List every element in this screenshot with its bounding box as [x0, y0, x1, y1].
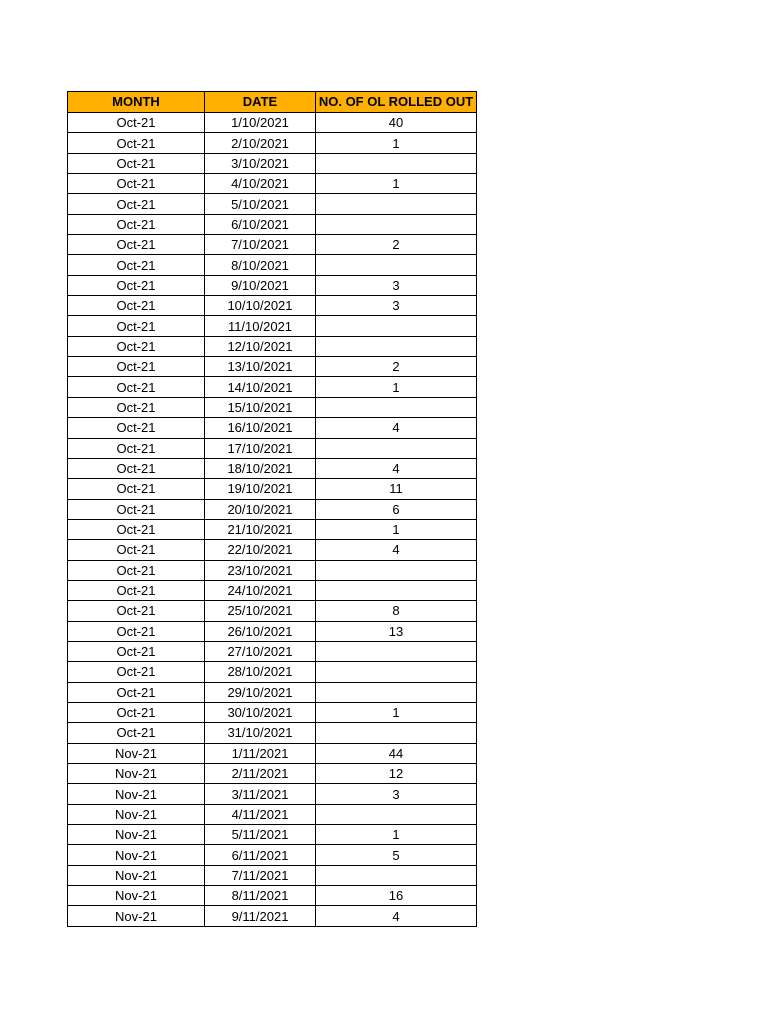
cell-month: Oct-21 [68, 662, 205, 682]
cell-date: 23/10/2021 [205, 560, 316, 580]
cell-month: Nov-21 [68, 865, 205, 885]
cell-date: 4/11/2021 [205, 804, 316, 824]
table-row [68, 214, 477, 234]
cell-ol-count: 4 [316, 458, 477, 478]
cell-month: Nov-21 [68, 784, 205, 804]
table-row [68, 906, 477, 926]
cell-month: Oct-21 [68, 641, 205, 661]
table-row [68, 174, 477, 194]
cell-date: 2/10/2021 [205, 133, 316, 153]
cell-date: 9/11/2021 [205, 906, 316, 926]
cell-month: Oct-21 [68, 133, 205, 153]
cell-ol-count: 4 [316, 906, 477, 926]
cell-month: Nov-21 [68, 886, 205, 906]
table-row [68, 540, 477, 560]
table-row [68, 560, 477, 580]
cell-date: 9/10/2021 [205, 275, 316, 295]
cell-month: Nov-21 [68, 764, 205, 784]
header-date: DATE [205, 92, 316, 113]
table-row [68, 702, 477, 722]
cell-month: Oct-21 [68, 194, 205, 214]
cell-month: Oct-21 [68, 316, 205, 336]
cell-date: 24/10/2021 [205, 580, 316, 600]
cell-date: 25/10/2021 [205, 601, 316, 621]
cell-ol-count: 40 [316, 113, 477, 133]
cell-date: 3/11/2021 [205, 784, 316, 804]
table-row [68, 621, 477, 641]
cell-ol-count: 1 [316, 519, 477, 539]
cell-date: 28/10/2021 [205, 662, 316, 682]
cell-date: 14/10/2021 [205, 377, 316, 397]
table-row [68, 723, 477, 743]
table-row [68, 886, 477, 906]
cell-ol-count: 4 [316, 418, 477, 438]
cell-month: Oct-21 [68, 621, 205, 641]
cell-ol-count [316, 255, 477, 275]
table-row [68, 316, 477, 336]
cell-month: Oct-21 [68, 174, 205, 194]
cell-date: 10/10/2021 [205, 296, 316, 316]
cell-month: Oct-21 [68, 499, 205, 519]
cell-date: 11/10/2021 [205, 316, 316, 336]
cell-ol-count [316, 641, 477, 661]
cell-date: 5/11/2021 [205, 825, 316, 845]
cell-ol-count: 6 [316, 499, 477, 519]
cell-ol-count [316, 316, 477, 336]
cell-month: Oct-21 [68, 296, 205, 316]
cell-date: 1/10/2021 [205, 113, 316, 133]
cell-ol-count [316, 336, 477, 356]
table-row [68, 641, 477, 661]
cell-month: Oct-21 [68, 723, 205, 743]
table-row [68, 133, 477, 153]
cell-month: Oct-21 [68, 479, 205, 499]
cell-date: 12/10/2021 [205, 336, 316, 356]
cell-ol-count [316, 723, 477, 743]
cell-month: Oct-21 [68, 357, 205, 377]
cell-ol-count: 1 [316, 133, 477, 153]
cell-month: Oct-21 [68, 560, 205, 580]
table-row [68, 682, 477, 702]
cell-date: 17/10/2021 [205, 438, 316, 458]
cell-month: Oct-21 [68, 235, 205, 255]
cell-month: Oct-21 [68, 418, 205, 438]
cell-month: Nov-21 [68, 845, 205, 865]
table-row [68, 845, 477, 865]
cell-date: 8/11/2021 [205, 886, 316, 906]
cell-date: 30/10/2021 [205, 702, 316, 722]
cell-month: Oct-21 [68, 682, 205, 702]
cell-date: 29/10/2021 [205, 682, 316, 702]
cell-month: Oct-21 [68, 255, 205, 275]
header-month: MONTH [68, 92, 205, 113]
cell-month: Nov-21 [68, 906, 205, 926]
table-row [68, 153, 477, 173]
header-ol-rolled-out: NO. OF OL ROLLED OUT [316, 92, 477, 113]
cell-month: Oct-21 [68, 113, 205, 133]
cell-month: Oct-21 [68, 275, 205, 295]
cell-date: 18/10/2021 [205, 458, 316, 478]
cell-month: Oct-21 [68, 519, 205, 539]
cell-date: 6/10/2021 [205, 214, 316, 234]
cell-ol-count: 1 [316, 702, 477, 722]
table-row [68, 580, 477, 600]
cell-ol-count: 2 [316, 357, 477, 377]
cell-month: Oct-21 [68, 377, 205, 397]
table-row [68, 662, 477, 682]
cell-ol-count [316, 214, 477, 234]
cell-date: 2/11/2021 [205, 764, 316, 784]
cell-ol-count: 5 [316, 845, 477, 865]
table-row [68, 357, 477, 377]
cell-month: Oct-21 [68, 153, 205, 173]
cell-date: 16/10/2021 [205, 418, 316, 438]
cell-date: 6/11/2021 [205, 845, 316, 865]
cell-date: 31/10/2021 [205, 723, 316, 743]
cell-date: 22/10/2021 [205, 540, 316, 560]
table-row [68, 479, 477, 499]
table-row [68, 377, 477, 397]
table-row [68, 764, 477, 784]
table-row [68, 743, 477, 763]
cell-date: 21/10/2021 [205, 519, 316, 539]
table-row [68, 296, 477, 316]
cell-month: Nov-21 [68, 743, 205, 763]
table-row [68, 336, 477, 356]
cell-date: 26/10/2021 [205, 621, 316, 641]
cell-date: 15/10/2021 [205, 397, 316, 417]
cell-ol-count: 1 [316, 174, 477, 194]
cell-ol-count: 4 [316, 540, 477, 560]
table-row [68, 601, 477, 621]
cell-ol-count: 3 [316, 296, 477, 316]
cell-ol-count [316, 804, 477, 824]
cell-ol-count: 13 [316, 621, 477, 641]
table-row [68, 418, 477, 438]
cell-date: 7/11/2021 [205, 865, 316, 885]
header-row [68, 92, 477, 113]
cell-month: Oct-21 [68, 540, 205, 560]
cell-month: Nov-21 [68, 804, 205, 824]
table-row [68, 865, 477, 885]
cell-ol-count: 16 [316, 886, 477, 906]
cell-ol-count: 12 [316, 764, 477, 784]
cell-month: Oct-21 [68, 438, 205, 458]
table-row [68, 499, 477, 519]
cell-ol-count [316, 560, 477, 580]
cell-ol-count [316, 662, 477, 682]
cell-month: Nov-21 [68, 825, 205, 845]
cell-ol-count: 44 [316, 743, 477, 763]
cell-month: Oct-21 [68, 397, 205, 417]
table-row [68, 235, 477, 255]
table-row [68, 255, 477, 275]
cell-month: Oct-21 [68, 601, 205, 621]
table-row [68, 275, 477, 295]
cell-month: Oct-21 [68, 214, 205, 234]
cell-date: 5/10/2021 [205, 194, 316, 214]
cell-ol-count: 1 [316, 377, 477, 397]
cell-ol-count: 11 [316, 479, 477, 499]
cell-ol-count: 8 [316, 601, 477, 621]
cell-date: 3/10/2021 [205, 153, 316, 173]
cell-date: 4/10/2021 [205, 174, 316, 194]
cell-date: 13/10/2021 [205, 357, 316, 377]
cell-month: Oct-21 [68, 702, 205, 722]
cell-month: Oct-21 [68, 458, 205, 478]
table-row [68, 519, 477, 539]
table-body [68, 113, 477, 927]
table-row [68, 825, 477, 845]
cell-ol-count: 2 [316, 235, 477, 255]
cell-month: Oct-21 [68, 336, 205, 356]
cell-date: 7/10/2021 [205, 235, 316, 255]
cell-month: Oct-21 [68, 580, 205, 600]
cell-date: 20/10/2021 [205, 499, 316, 519]
cell-ol-count [316, 682, 477, 702]
cell-date: 19/10/2021 [205, 479, 316, 499]
cell-date: 1/11/2021 [205, 743, 316, 763]
table-row [68, 397, 477, 417]
table-row [68, 784, 477, 804]
table-row [68, 804, 477, 824]
cell-date: 8/10/2021 [205, 255, 316, 275]
cell-ol-count: 3 [316, 275, 477, 295]
table-row [68, 458, 477, 478]
table-row [68, 194, 477, 214]
cell-ol-count [316, 580, 477, 600]
cell-ol-count [316, 438, 477, 458]
cell-ol-count [316, 194, 477, 214]
cell-ol-count: 3 [316, 784, 477, 804]
table-row [68, 438, 477, 458]
cell-date: 27/10/2021 [205, 641, 316, 661]
cell-ol-count [316, 397, 477, 417]
cell-ol-count: 1 [316, 825, 477, 845]
table-row [68, 113, 477, 133]
rollout-table [67, 91, 477, 927]
cell-ol-count [316, 153, 477, 173]
cell-ol-count [316, 865, 477, 885]
